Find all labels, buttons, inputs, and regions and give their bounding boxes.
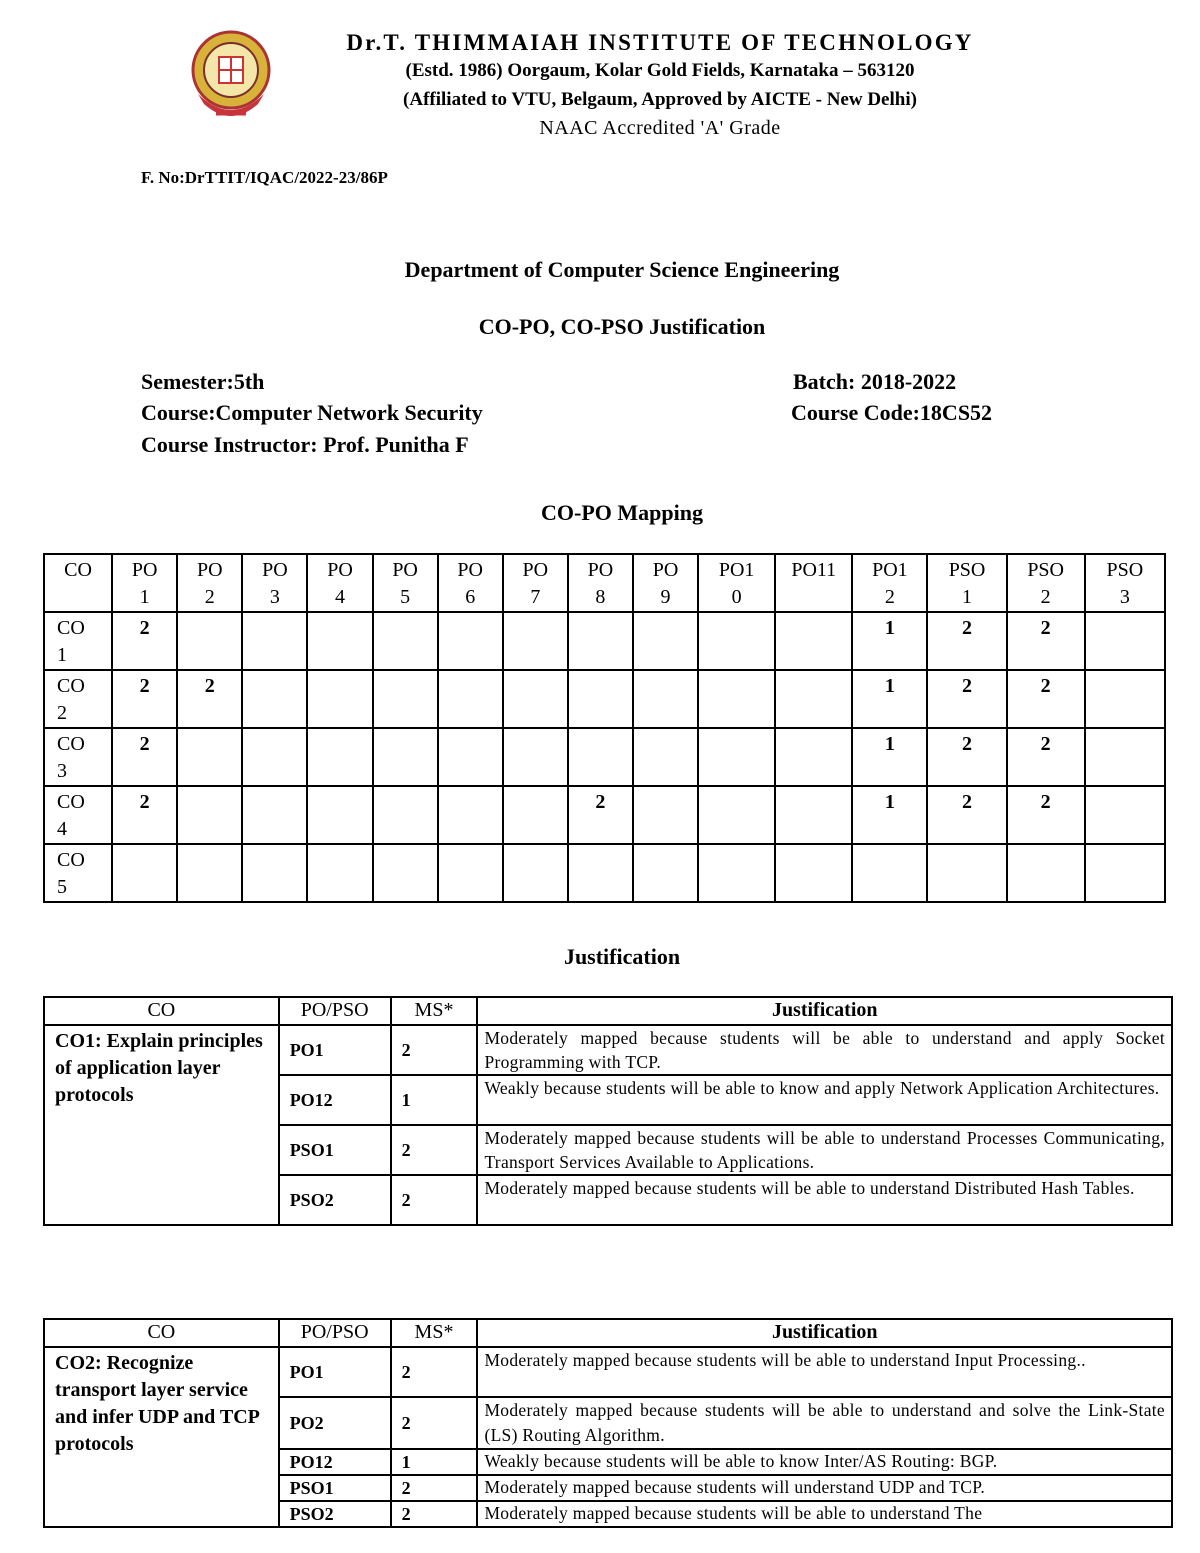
mapping-cell <box>503 844 568 902</box>
mapping-cell: 2 <box>1007 612 1085 670</box>
mapping-cell <box>633 728 698 786</box>
instructor-label: Course Instructor: Prof. Punitha F <box>141 432 469 457</box>
mapping-cell <box>242 670 307 728</box>
mapping-cell <box>1085 844 1165 902</box>
mapping-header-cell: PO1 0 <box>698 554 775 612</box>
justification-po-cell: PSO1 <box>279 1125 391 1175</box>
mapping-cell: 1 <box>852 728 927 786</box>
mapping-cell <box>698 670 775 728</box>
mapping-cell: 2 <box>927 670 1006 728</box>
mapping-cell: 1 <box>852 612 927 670</box>
file-number: F. No:DrTTIT/IQAC/2022-23/86P <box>141 168 388 187</box>
justification-text-cell: Moderately mapped because students will be able to understand and solve the Link-State (LS) Routing Algorithm. <box>477 1397 1172 1449</box>
mapping-cell: 2 <box>927 612 1006 670</box>
mapping-cell <box>373 670 438 728</box>
mapping-title: CO-PO Mapping <box>541 500 703 525</box>
mapping-cell <box>373 844 438 902</box>
justification-po-cell: PO12 <box>279 1075 391 1125</box>
mapping-cell: 2 <box>112 728 177 786</box>
mapping-cell <box>373 786 438 844</box>
mapping-cell <box>503 612 568 670</box>
justification-header-cell: PO/PSO <box>279 1319 391 1347</box>
mapping-header-cell: PO 4 <box>307 554 372 612</box>
justification-header-cell: Justification <box>477 1319 1172 1347</box>
mapping-cell <box>373 612 438 670</box>
mapping-header-cell: PO 6 <box>438 554 503 612</box>
mapping-cell <box>568 670 633 728</box>
mapping-cell: 1 <box>852 786 927 844</box>
mapping-cell <box>307 844 372 902</box>
mapping-header-cell: PO 8 <box>568 554 633 612</box>
justification-ms-cell: 2 <box>391 1347 478 1397</box>
mapping-co-label: CO 4 <box>44 786 112 844</box>
mapping-cell <box>568 844 633 902</box>
mapping-header-cell: PO 3 <box>242 554 307 612</box>
mapping-cell: 2 <box>568 786 633 844</box>
course-code-label: Course Code:18CS52 <box>791 400 993 425</box>
mapping-cell <box>112 844 177 902</box>
justification-header-row <box>44 997 1172 1025</box>
mapping-cell <box>438 670 503 728</box>
semester-label: Semester:5th <box>141 369 265 394</box>
mapping-cell: 1 <box>852 670 927 728</box>
justification-po-cell: PSO1 <box>279 1475 391 1501</box>
mapping-co-label: CO 1 <box>44 612 112 670</box>
mapping-header-cell: PO1 2 <box>852 554 927 612</box>
justification-text-cell: Moderately mapped because students will be able to understand Input Processing.. <box>477 1347 1172 1397</box>
batch-label: Batch: 2018-2022 <box>793 369 957 394</box>
justification-po-cell: PO12 <box>279 1449 391 1475</box>
justification-row <box>44 1347 1172 1397</box>
mapping-cell <box>177 728 242 786</box>
mapping-header-cell: PO 9 <box>633 554 698 612</box>
justification-header-cell: MS* <box>391 1319 478 1347</box>
justification-text-cell: Weakly because students will be able to know Inter/AS Routing: BGP. <box>477 1449 1172 1475</box>
justification-po-cell: PSO2 <box>279 1175 391 1225</box>
mapping-cell <box>775 844 852 902</box>
mapping-cell: 2 <box>112 670 177 728</box>
justification-title: Justification <box>563 944 681 969</box>
justification-header-cell: PO/PSO <box>279 997 391 1025</box>
justification-ms-cell: 2 <box>391 1025 478 1075</box>
mapping-cell <box>568 612 633 670</box>
mapping-co-label: CO 5 <box>44 844 112 902</box>
mapping-cell <box>242 728 307 786</box>
mapping-cell <box>698 612 775 670</box>
mapping-cell <box>503 786 568 844</box>
mapping-row <box>44 670 1165 728</box>
justification-co-cell: CO1: Explain principles of application layer protocols <box>44 1025 279 1225</box>
justification-po-cell: PO2 <box>279 1397 391 1449</box>
justification-ms-cell: 2 <box>391 1175 478 1225</box>
institute-name: Dr.T. THIMMAIAH INSTITUTE OF TECHNOLOGY <box>346 30 974 55</box>
mapping-cell: 2 <box>112 612 177 670</box>
justification-table-co1 <box>43 996 1173 1226</box>
mapping-header-cell: CO <box>44 554 112 612</box>
institute-affiliation: (Affiliated to VTU, Belgaum, Approved by AICTE - New Delhi) <box>403 89 917 110</box>
justification-header-cell: MS* <box>391 997 478 1025</box>
mapping-cell <box>698 728 775 786</box>
mapping-cell: 2 <box>927 786 1006 844</box>
justification-text-cell: Moderately mapped because students will be able to understand Distributed Hash Tables. <box>477 1175 1172 1225</box>
justification-ms-cell: 1 <box>391 1075 478 1125</box>
mapping-cell <box>775 786 852 844</box>
mapping-cell <box>438 844 503 902</box>
mapping-cell <box>503 728 568 786</box>
mapping-cell <box>775 612 852 670</box>
mapping-cell <box>177 786 242 844</box>
justification-co-cell: CO2: Recognize transport layer service and infer UDP and TCP protocols <box>44 1347 279 1527</box>
mapping-header-cell: PSO 1 <box>927 554 1006 612</box>
justification-ms-cell: 2 <box>391 1397 478 1449</box>
justification-header-cell: Justification <box>477 997 1172 1025</box>
mapping-cell <box>1085 786 1165 844</box>
mapping-row <box>44 612 1165 670</box>
mapping-cell: 2 <box>927 728 1006 786</box>
mapping-cell <box>633 612 698 670</box>
justification-ms-cell: 2 <box>391 1475 478 1501</box>
mapping-cell <box>177 612 242 670</box>
justification-text-cell: Moderately mapped because students will understand UDP and TCP. <box>477 1475 1172 1501</box>
mapping-cell <box>438 786 503 844</box>
justification-ms-cell: 2 <box>391 1501 478 1527</box>
mapping-header-cell: PO 1 <box>112 554 177 612</box>
mapping-cell <box>373 728 438 786</box>
mapping-row <box>44 786 1165 844</box>
justification-po-cell: PO1 <box>279 1025 391 1075</box>
mapping-row <box>44 728 1165 786</box>
mapping-cell <box>307 728 372 786</box>
justification-po-cell: PO1 <box>279 1347 391 1397</box>
institute-address: (Estd. 1986) Oorgaum, Kolar Gold Fields, Karnataka – 563120 <box>405 60 915 81</box>
mapping-header-cell: PO 5 <box>373 554 438 612</box>
mapping-cell <box>438 612 503 670</box>
course-label: Course:Computer Network Security <box>141 400 483 425</box>
mapping-cell <box>503 670 568 728</box>
mapping-cell <box>633 786 698 844</box>
mapping-cell <box>242 844 307 902</box>
co-po-mapping-table <box>43 553 1166 903</box>
mapping-row <box>44 844 1165 902</box>
mapping-cell <box>242 612 307 670</box>
mapping-cell <box>242 786 307 844</box>
mapping-cell: 2 <box>1007 786 1085 844</box>
mapping-header-cell: PO11 <box>775 554 852 612</box>
institute-accreditation: NAAC Accredited 'A' Grade <box>539 117 781 139</box>
mapping-cell <box>775 670 852 728</box>
justification-ms-cell: 1 <box>391 1449 478 1475</box>
justification-header-cell: CO <box>44 997 279 1025</box>
department-title: Department of Computer Science Engineering <box>404 257 840 282</box>
justification-header-cell: CO <box>44 1319 279 1347</box>
justification-table-co2 <box>43 1318 1173 1528</box>
mapping-cell <box>698 844 775 902</box>
justification-text-cell: Weakly because students will be able to know and apply Network Application Architectures. <box>477 1075 1172 1125</box>
mapping-cell <box>927 844 1006 902</box>
mapping-cell <box>307 670 372 728</box>
mapping-co-label: CO 2 <box>44 670 112 728</box>
document-title: CO-PO, CO-PSO Justification <box>478 314 766 339</box>
mapping-cell <box>438 728 503 786</box>
mapping-header-cell: PO 2 <box>177 554 242 612</box>
mapping-cell: 2 <box>112 786 177 844</box>
mapping-cell <box>1007 844 1085 902</box>
mapping-cell <box>852 844 927 902</box>
mapping-cell <box>1085 728 1165 786</box>
mapping-cell <box>633 670 698 728</box>
mapping-co-label: CO 3 <box>44 728 112 786</box>
justification-ms-cell: 2 <box>391 1125 478 1175</box>
mapping-cell <box>307 786 372 844</box>
mapping-header-cell: PO 7 <box>503 554 568 612</box>
justification-text-cell: Moderately mapped because students will be able to understand The <box>477 1501 1172 1527</box>
mapping-cell <box>1085 612 1165 670</box>
justification-text-cell: Moderately mapped because students will be able to understand and apply Socket Programming with TCP. <box>477 1025 1172 1075</box>
mapping-cell: 2 <box>1007 728 1085 786</box>
mapping-cell <box>177 844 242 902</box>
mapping-cell <box>1085 670 1165 728</box>
mapping-header-row <box>44 554 1165 612</box>
mapping-header-cell: PSO 3 <box>1085 554 1165 612</box>
mapping-cell <box>698 786 775 844</box>
mapping-cell <box>633 844 698 902</box>
mapping-cell <box>568 728 633 786</box>
justification-header-row <box>44 1319 1172 1347</box>
mapping-cell: 2 <box>1007 670 1085 728</box>
justification-text-cell: Moderately mapped because students will be able to understand Processes Communicating, Transport Services Available to Applications. <box>477 1125 1172 1175</box>
mapping-cell: 2 <box>177 670 242 728</box>
mapping-cell <box>307 612 372 670</box>
justification-po-cell: PSO2 <box>279 1501 391 1527</box>
justification-row <box>44 1025 1172 1075</box>
mapping-header-cell: PSO 2 <box>1007 554 1085 612</box>
mapping-cell <box>775 728 852 786</box>
